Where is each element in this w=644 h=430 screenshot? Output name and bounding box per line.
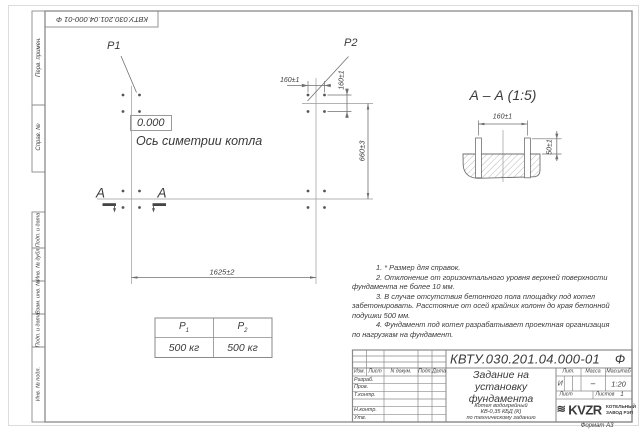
title-block-title-line2: установку [474,380,528,393]
title-block-subtitle-line1: Котел водогрейный [474,402,528,409]
anchor-bolt-right [524,138,530,178]
margin-field-podp-data-1: Подп. и дата [34,212,41,247]
format-label: Формат А3 [580,422,614,429]
boiler-symmetry-axis-label: Ось симетрии котла [136,133,263,148]
load-table-header-p1: $P_1$ [178,320,190,334]
header-data: Дата [432,368,446,375]
section-cut-marks [103,205,167,213]
label-listov: Листов [595,391,615,398]
margin-field-inv-podl: Инв. № подл. [34,366,41,401]
kvzr-logo-sub1: КОТЕЛЬНЫЙ [606,403,636,409]
row-razrab: Разраб. [354,376,374,383]
dim-160-vertical: 160±1 [338,69,345,90]
note-line: подушки 500 мм. [352,310,411,320]
header-dokum: N докум. [390,368,412,375]
row-utv: Утв. [354,414,367,421]
note-line: 4. Фундамент под котел разрабатывает проектная организация [376,320,610,330]
kvzr-logo-sub2: ЗАВОД РЭП [606,409,634,415]
kvzr-logo: KVZR [568,402,602,418]
header-lit: Лит. [562,368,575,375]
anchor-bolt-left [475,138,481,178]
title-block-subtitle-line3: по техническому заданию [466,414,536,421]
section-letter-right: А [157,185,167,201]
title-block-title-line1: Задание на [473,368,529,381]
note-line: 3. В случае отсутствия бетонного пола площадку под котел [376,291,596,301]
header-masshtab: Масштаб [606,368,631,375]
value-massa: – [590,378,596,388]
dim-50: 50±1 [546,138,553,155]
margin-field-vzam-inv: Взам. инв. № [34,279,41,315]
header-podp: Подп. [418,368,432,375]
header-list: Лист [368,368,382,375]
dim-660: 660±3 [356,140,366,162]
value-lit: И [557,380,563,387]
load-table-header-p2: $P_2$ [237,320,248,334]
dim-160-section: 160±1 [492,113,513,120]
note-line: фундамента не более 10 мм. [352,282,455,292]
kvzr-coil-icon: ≋ [556,403,566,416]
margin-field-inv-dubl: Инв. № дубл. [34,247,41,281]
section-letter-left: А [95,185,106,201]
note-line: забетонировать. Расстояние от осей крайних колонн до края бетонной [352,301,610,311]
row-nkontr: Н.контр. [354,407,377,413]
top-stamp-doc-number: КВТУ.030.201.04.000-01 Ф [55,14,148,24]
margin-field-sprav-no: Справ. № [35,123,42,151]
plan-view-geometry [97,56,373,284]
label-list: Лист [559,391,573,398]
header-izm: Изм. [353,368,366,375]
note-line: 1. * Размер для справок. [376,263,461,272]
value-masshtab: 1:20 [611,378,626,388]
note-line: по нагрузкам на фундамент. [352,329,454,339]
note-line: 2. Отклонение от горизонтального уровня верхней поверхности [376,272,608,282]
load-point-label-p2: P2 [344,37,358,49]
load-table-value-p2: 500 кг [227,341,258,354]
title-block-title-line3: фундамента [468,392,534,405]
row-tkontr: Т.контр. [354,391,376,398]
dim-160-horizontal: 160±1 [280,76,300,84]
section-view-title: А – А (1:5) [469,87,537,103]
dim-1625: 1625±2 [209,266,235,276]
margin-field-perv-primen: Перв. примен. [35,37,42,77]
title-block-doc-number: КВТУ.030.201.04.000-01 [449,351,601,367]
row-prov: Пров. [354,384,369,390]
elevation-mark: 0.000 [130,115,172,132]
value-listov: 1 [620,392,624,398]
title-block-subtitle-line2: КВ-0,35 КБД (К) [480,408,522,415]
title-block-doc-suffix: Ф [614,351,626,367]
load-table-value-p1: 500 кг [168,341,200,354]
anchor-bolt-dots [122,94,326,209]
load-point-label-p1: P1 [107,40,121,52]
technical-notes [352,263,628,339]
margin-field-podp-data-2: Подп. и дата [34,312,41,348]
header-massa: Масса [585,368,601,375]
